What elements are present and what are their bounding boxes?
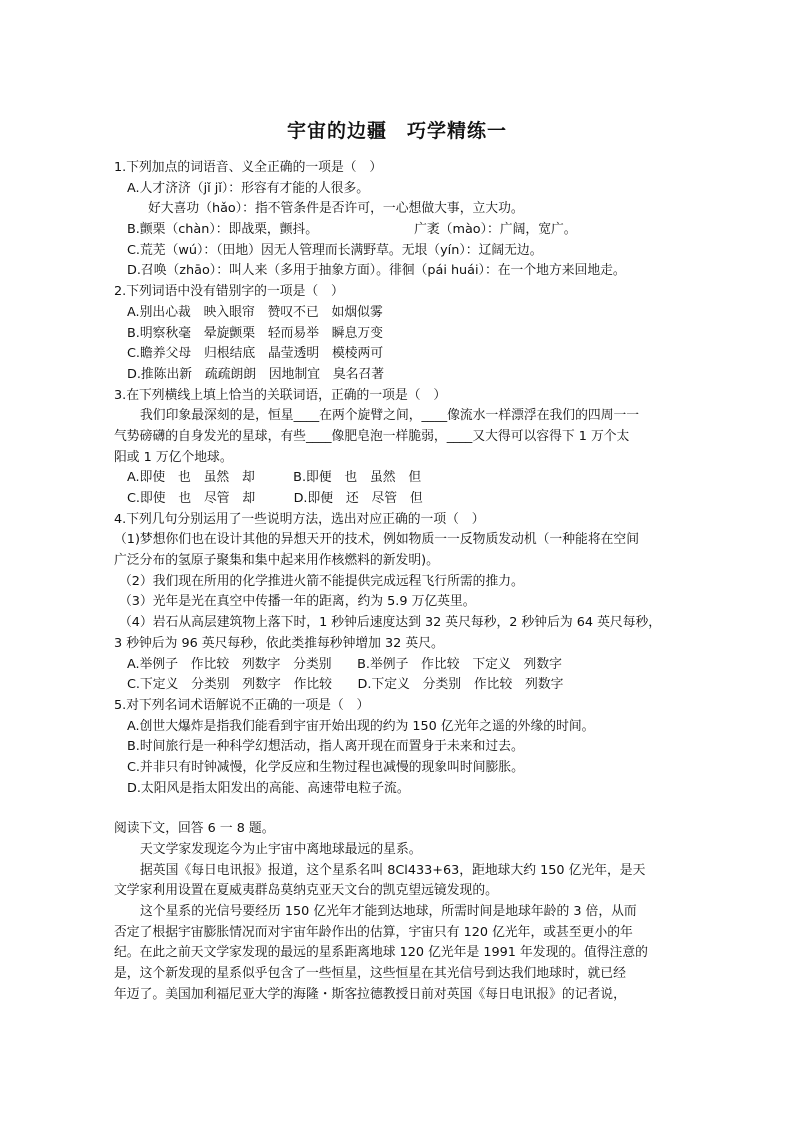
question-4-stem: 4.下列几句分别运用了一些说明方法，选出对应正确的一项（ ） xyxy=(114,511,485,527)
page-title: 宇宙的边疆 巧学精练一 xyxy=(286,120,507,142)
reading-line: 天文学家发现迄今为止宇宙中离地球最远的星系。 xyxy=(140,842,422,857)
q4-options-ab: A.举例子 作比较 列数字 分类别 B.举例子 作比较 下定义 列数字 xyxy=(127,656,562,672)
q2-option-a: A.别出心裁 映入眼帘 赞叹不已 如烟似雾 xyxy=(127,304,383,320)
q5-option-d: D.太阳风是指太阳发出的高能、高速带电粒子流。 xyxy=(127,780,410,796)
q4-options-cd: C.下定义 分类别 列数字 作比较 D.下定义 分类别 作比较 列数字 xyxy=(127,677,564,693)
question-3-stem: 3.在下列横线上填上恰当的关联词语，正确的一项是（ ） xyxy=(114,387,447,403)
q1-option-a: A.人才济济（jǐ jǐ）：形容有才能的人很多。 xyxy=(127,180,370,196)
q1-option-a-cont: 好大喜功（hǎo）：指不管条件是否许可，一心想做大事，立大功。 xyxy=(148,201,524,217)
q1-option-b: B.颤栗（chàn）：即战栗，颤抖。 广袤（mào）：广阔，宽广。 xyxy=(127,222,577,238)
reading-line: 是，这个新发现的星系似乎包含了一些恒星，这些恒星在其光信号到达我们地球时，就已经 xyxy=(114,966,626,982)
q3-options-ab: A.即使 也 虽然 却 B.即便 也 虽然 但 xyxy=(127,470,422,486)
q3-passage-line: 气势磅礴的自身发光的星球，有些____像肥皂泡一样脆弱，____又大得可以容得下 1 万个太 xyxy=(114,428,630,444)
exercise-body xyxy=(114,158,686,1006)
q2-option-c: C.瞻养父母 归根结底 晶莹透明 模棱两可 xyxy=(127,346,384,362)
q1-option-c: C.荒芜（wú）：（田地）因无人管理而长满野草。无垠（yín）：辽阔无边。 xyxy=(127,242,543,258)
section-gap xyxy=(114,799,686,819)
question-5-stem: 5.对下列名词术语解说不正确的一项是（ ） xyxy=(114,697,370,713)
q4-sentence-1: （1)梦想你们也在设计其他的异想天开的技术，例如物质一一反物质发动机（一种能将在空间 xyxy=(114,532,640,548)
q3-passage-line: 阳或 1 万亿个地球。 xyxy=(114,449,233,465)
q3-options-cd: C.即使 也 尽管 却 D.即便 还 尽管 但 xyxy=(127,491,423,506)
reading-line: 年迈了。美国加利福尼亚大学的海隆・斯客拉德教授日前对英国《每日电讯报》的记者说， xyxy=(114,986,626,1002)
q4-sentence-1-cont: 广泛分布的氢原子聚集和集中起来用作核燃料的新发明)。 xyxy=(114,553,439,569)
reading-line: 纪。在此之前天文学家发现的最远的星系距离地球 120 亿光年是 1991 年发现的。值得注意的 xyxy=(114,945,648,961)
q4-sentence-3: （3）光年是光在真空中传播一年的距离，约为 5.9 万亿英里。 xyxy=(119,594,476,610)
q4-sentence-2: （2）我们现在所用的化学推进火箭不能提供完成远程飞行所需的推力。 xyxy=(119,573,524,589)
q2-option-d: D.推陈出新 疏疏朗朗 因地制宜 臭名召著 xyxy=(127,366,385,382)
question-2-stem: 2.下列词语中没有错别字的一项是（ ） xyxy=(114,284,344,300)
q2-option-b: B.明察秋毫 晕旋颤栗 轻而易举 瞬息万变 xyxy=(127,325,383,341)
q1-option-d: D.召唤（zhāo）：叫人来（多用于抽象方面）。徘徊（pái huái）：在一个地方来回地走。 xyxy=(127,263,626,279)
reading-line: 据英国《每日电讯报》报道，这个星系名叫 8Cl433+63，距地球大约 150 亿光年，是天 xyxy=(140,862,646,878)
question-1-stem: 1.下列加点的词语音、义全正确的一项是（ ） xyxy=(114,160,383,175)
reading-intro: 阅读下文，回答 6 一 8 题。 xyxy=(114,821,275,837)
q3-passage-line: 我们印象最深刻的是，恒星____在两个旋臂之间，____像流水一样漂浮在我们的四周一一 xyxy=(140,408,640,424)
q4-sentence-4: （4）岩石从高层建筑物上落下时，1 秒钟后速度达到 32 英尺每秒，2 秒钟后为 64 英尺每秒， xyxy=(119,615,662,631)
q4-sentence-4-cont: 3 秒钟后为 96 英尺每秒，依此类推每秒钟增加 32 英尺。 xyxy=(114,635,444,651)
q5-option-a: A.创世大爆炸是指我们能看到宇宙开始出现的约为 150 亿光年之遥的外缘的时间。 xyxy=(127,718,595,734)
reading-line: 文学家利用设置在夏威夷群岛莫纳克亚天文台的凯克望远镜发现的。 xyxy=(114,883,498,899)
q5-option-c: C.并非只有时钟减慢，化学反应和生物过程也减慢的现象叫时间膨胀。 xyxy=(127,759,524,775)
q5-option-b: B.时间旅行是一种科学幻想活动，指人离开现在而置身于未来和过去。 xyxy=(127,739,524,755)
reading-line: 这个星系的光信号要经历 150 亿光年才能到达地球，所需时间是地球年龄的 3 倍，从而 xyxy=(140,904,637,920)
reading-line: 否定了根据宇宙膨胀情况而对宇宙年龄作出的估算，宇宙只有 120 亿光年，或甚至更小的年 xyxy=(114,924,633,940)
